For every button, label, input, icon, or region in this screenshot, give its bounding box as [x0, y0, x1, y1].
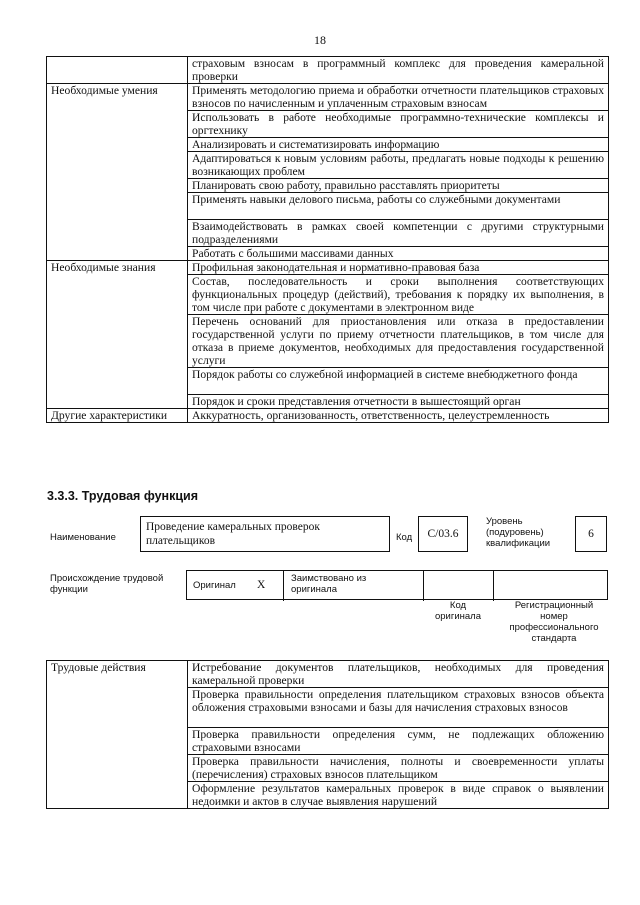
divider [493, 571, 494, 601]
code-label: Код [396, 532, 413, 543]
skills-knowledge-table [46, 56, 609, 423]
labor-actions-table [46, 660, 609, 809]
row-label-actions: Трудовые действия [47, 661, 188, 809]
divider [283, 571, 284, 601]
table-cell: Применять навыки делового письма, работы со служебными документами [188, 193, 609, 220]
original-label: Оригинал [193, 580, 236, 591]
section-title: 3.3.3. Трудовая функция [47, 489, 199, 503]
table-cell: Планировать свою работу, правильно расставлять приоритеты [188, 179, 609, 193]
code-value-box [418, 516, 468, 552]
name-value-box [140, 516, 390, 552]
name-value: Проведение камеральных проверок плательщиков [146, 521, 320, 547]
code-value: C/03.6 [427, 528, 459, 540]
table-cell: Проверка правильности определения сумм, не подлежащих обложению страховыми взносами [188, 728, 609, 755]
table-cell: Адаптироваться к новым условиям работы, предлагать новые подходы к решению возникающих проблем [188, 152, 609, 179]
level-value-box [575, 516, 607, 552]
page-number: 18 [314, 33, 326, 47]
table-cell: Использовать в работе необходимые программно-технические комплексы и оргтехнику [188, 111, 609, 138]
table-cell: Анализировать и систематизировать информацию [188, 138, 609, 152]
name-label: Наименование [50, 532, 116, 543]
row-label-other: Другие характеристики [47, 409, 188, 423]
table-cell: Проверка правильности определения плательщиком страховых взносов объекта обложения страховыми взносами и базы для начисления страховых взносов [188, 688, 609, 728]
table-cell: Перечень оснований для приостановления или отказа в предоставлении государственной услуги по приему отчетности плательщиков, в том числе для отказа в приеме документов, необходимых для предоставления государственной услуги [188, 315, 609, 368]
row-label-skills: Необходимые умения [47, 84, 188, 261]
level-value: 6 [588, 528, 594, 540]
table-cell: Состав, последовательность и сроки выполнения соответствующих функциональных процедур (действий), требования к порядку их выполнения, в том числе при работе с документами в электронном виде [188, 275, 609, 315]
reg-number-label: Регистрационный номер профессионального стандарта [509, 600, 599, 644]
table-cell: Работать с большими массивами данных [188, 247, 609, 261]
table-cell: страховым взносам в программный комплекс для проведения камеральной проверки [188, 57, 609, 84]
table-cell: Порядок работы со служебной информацией в системе внебюджетного фонда [188, 368, 609, 395]
table-cell: Оформление результатов камеральных проверок в виде справок о выявлении недоимки и актов в случае выявления нарушений [188, 782, 609, 809]
table-cell: Истребование документов плательщиков, необходимых для проведения камеральной проверки [188, 661, 609, 688]
table-row [47, 57, 609, 84]
borrowed-label: Заимствовано из оригинала [291, 573, 367, 595]
table-cell: Порядок и сроки представления отчетности в вышестоящий орган [188, 395, 609, 409]
origin-label: Происхождение трудовой функции [50, 573, 164, 595]
table-cell: Профильная законодательная и нормативно-правовая база [188, 261, 609, 275]
row-label [47, 57, 188, 84]
divider [423, 571, 424, 601]
table-cell: Взаимодействовать в рамках своей компетенции с другими структурными подразделениями [188, 220, 609, 247]
table-cell: Применять методологию приема и обработки отчетности плательщиков страховых взносов по начисленным и уплаченным страховым взносам [188, 84, 609, 111]
table-cell: Аккуратность, организованность, ответственность, целеустремленность [188, 409, 609, 423]
origin-table [186, 570, 608, 600]
original-mark: X [257, 579, 266, 591]
table-cell: Проверка правильности начисления, полноты и своевременности уплаты (перечисления) страховых взносов плательщиком [188, 755, 609, 782]
level-label: Уровень (подуровень) квалификации [486, 516, 551, 549]
row-label-knowledge: Необходимые знания [47, 261, 188, 409]
code-original-label: Код оригинала [434, 600, 481, 622]
